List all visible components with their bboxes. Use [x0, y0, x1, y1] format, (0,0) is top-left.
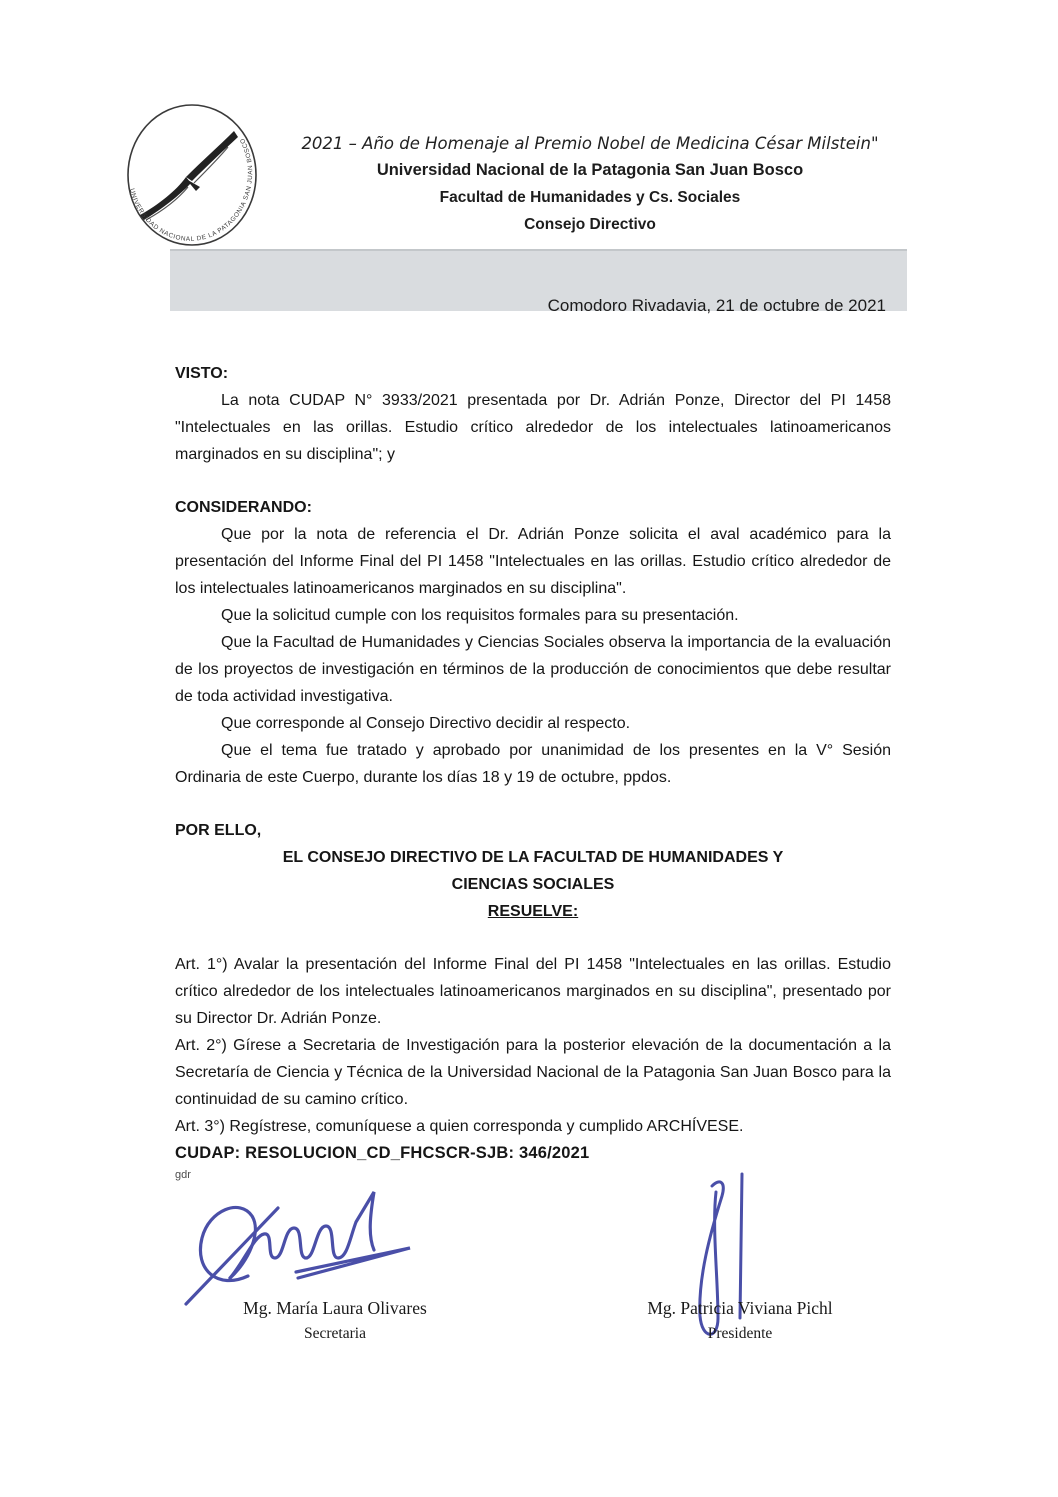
- article-3: Art. 3°) Regístrese, comuníquese a quien corresponda y cumplido ARCHÍVESE.: [175, 1118, 744, 1135]
- signer-name: Mg. María Laura Olivares: [243, 1298, 427, 1318]
- letterhead: [280, 130, 900, 238]
- considerando-paragraph: Que por la nota de referencia el Dr. Adrián Ponze solicita el aval académico para la presentación del Informe Final del PI 1458 "Intelectuales en las orillas. Estudio crítico alrededor de los intelectuales latinoamericanos marginados en su disciplina".: [175, 526, 891, 597]
- signer-title: Presidente: [707, 1325, 773, 1342]
- resuelve-heading: RESUELVE:: [487, 903, 579, 920]
- article-1: Art. 1°) Avalar la presentación del Informe Final del PI 1458 "Intelectuales en las orillas. Estudio crítico alrededor de los intelectuales latinoamericanos marginados en su disciplina", presentado por su Director Dr. Adrián Ponze.: [175, 956, 891, 1027]
- signature-block-left: [200, 1296, 470, 1346]
- council-name: Consejo Directivo: [524, 216, 656, 233]
- year-motto: 2021 – Año de Homenaje al Premio Nobel de Medicina César Milstein": [301, 134, 879, 153]
- albatross-logo-icon: [120, 101, 268, 253]
- council-line-1: EL CONSEJO DIRECTIVO DE LA FACULTAD DE HUMANIDADES Y: [282, 849, 784, 866]
- considerando-paragraph: Que corresponde al Consejo Directivo decidir al respecto.: [221, 715, 631, 732]
- visto-paragraph: La nota CUDAP N° 3933/2021 presentada por Dr. Adrián Ponze, Director del PI 1458 "Intelectuales en las orillas. Estudio crítico alrededor de los intelectuales latinoamericanos marginados en su disciplina"; y: [175, 392, 891, 463]
- cudap-reference: CUDAP: RESOLUCION_CD_FHCSCR-SJB: 346/2021: [175, 1144, 590, 1162]
- considerando-paragraph: Que la solicitud cumple con los requisitos formales para su presentación.: [221, 607, 739, 624]
- council-line-2: CIENCIAS SOCIALES: [451, 876, 615, 893]
- article-2: Art. 2°) Gírese a Secretaria de Investigación para la posterior elevación de la documentación a la Secretaría de Ciencia y Técnica de la Universidad Nacional de la Patagonia San Juan Bosco para la continuidad de su camino crítico.: [175, 1037, 891, 1108]
- signer-name: Mg. Patricia Viviana Pichl: [647, 1298, 833, 1318]
- considerando-paragraph: Que el tema fue tratado y aprobado por unanimidad de los presentes en la V° Sesión Ordinaria de este Cuerpo, durante los días 18 y 19 de octubre, ppdos.: [175, 742, 891, 786]
- considerando-paragraph: Que la Facultad de Humanidades y Ciencias Sociales observa la importancia de la evaluación de los proyectos de investigación en términos de la producción de conocimientos que debe resultar de toda actividad investigativa.: [175, 634, 891, 705]
- university-logo: [120, 101, 268, 253]
- dateline: Comodoro Rivadavia, 21 de octubre de 2021: [547, 296, 886, 315]
- signer-title: Secretaria: [304, 1325, 366, 1342]
- secretaria-signature-icon: [178, 1178, 448, 1308]
- logo-ring-text: UNIVERSIDAD NACIONAL DE LA PATAGONIA SAN JUAN BOSCO: [128, 136, 255, 243]
- resolution-body: [175, 360, 891, 1183]
- clerk-initials: gdr: [175, 1169, 191, 1181]
- university-name: Universidad Nacional de la Patagonia San Juan Bosco: [376, 161, 804, 179]
- por-ello: POR ELLO,: [175, 822, 262, 839]
- signature-block-right: [605, 1296, 875, 1346]
- visto-heading: VISTO:: [175, 365, 229, 382]
- faculty-name: Facultad de Humanidades y Cs. Sociales: [439, 189, 741, 206]
- considerando-heading: CONSIDERANDO:: [175, 499, 312, 516]
